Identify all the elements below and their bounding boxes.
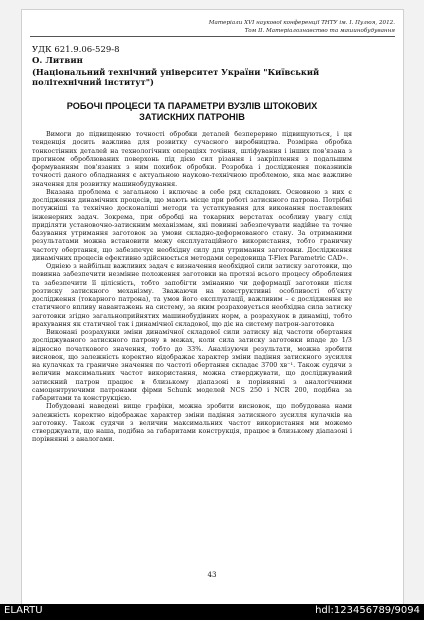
footer-repository-name: ELARTU	[4, 605, 43, 616]
paragraph-3: Одніею з найбільш важливих задач є визначення необхідної сили затиску заготовки, що повинна забезпечити незмінне положення заготовки на протязі всього процесу обробления та забезпечити її цілісність, тобто запобігти змінанню чи деформації заготовки після розтиску затискного механізму. Зважаючи на конструктивні особливості об'єкту дослідження (токарного патрона), та умов його експлуатації, важливим – є дослідження не статичного впливу навантажень на систему, за яким розраховується необхідна сила затиску заготовки згідно загальноприйнятих машинобудівних норм, а розрахунок в динаміці, тобто врахування як статичної так і динамічної складової, що діє на систему патрон-заготовка	[32, 262, 352, 328]
conference-header-line2: Том ІІ. Матеріалознавство та машинобудування	[244, 28, 395, 34]
paper-body	[32, 130, 352, 444]
page-number: 43	[207, 571, 217, 579]
paper-title-line1: РОБОЧІ ПРОЦЕСИ ТА ПАРАМЕТРИ ВУЗЛІВ ШТОКОВИХ	[66, 101, 318, 111]
footer-handle: hdl:123456789/9094	[315, 605, 420, 616]
paragraph-4: Виконані розрахунки зміни динамічної складової сили затиску від частоти обертання досліджуваного затискного патрону в межах, коли сила затиску заготовки впаде до 1/3 відносно початкового значення, тобто до 33%. Аналізуючи результати, можна зробити висновок, що залежність коректно відображає характер зміни падіння затискного зусилля на кулачках та граничне значення по частоті обертання складає 3700 хв⁻¹. Також судячи з величин максимальних частот використання, можна стверджувати, що досліджуваний затискний патрон працює в близькому діапазоні в порівнянні з аналогічними самоцентруючими патронами фірми Schunk моделей NCS 250 і NCR 200, подібна за габаритами та конструкцією.	[32, 328, 352, 402]
conference-header-line1: Матеріали XVI наукової конференції ТНТУ ім. І. Пулюя, 2012.	[208, 20, 395, 26]
institution: (Національний технічний університет України "Київський політехнічний інститут")	[32, 67, 320, 88]
paragraph-5: Побудовані наведені вище графіки, можна зробити висновок, що побудована нами залежність коректно відображає характер зміни падіння затискного зусилля кулачків на заготовку. Також судячи з величин максимальних частот використання ми можемо стверджувати, що наша, подібна за габаритами конструкція, працює в близькому діапазоні і порівнянні з аналогами.	[32, 402, 352, 444]
header-rule	[30, 36, 395, 37]
footer-bar	[0, 604, 424, 620]
author-name: О. Литвин	[32, 56, 83, 66]
paper-title-line2: ЗАТИСКНИХ ПАТРОНІВ	[139, 112, 245, 122]
paragraph-2: Вказана проблема є загальною і включає в себе ряд складових. Основною з них є дослідження динамічних процесів, що мають місце при роботі затискного патрона. Потрібні потужніші та технічно досконаліші методи та устаткування для виконання поставлених інженерних задач. Зокрема, при обробці на токарних верстатах особливу увагу слід приділяти установочно-затискним механізмам, які повинні забезпечувати надійне та точне базування утримання заготовок за умови складно-деформованого стану. За отриманими результатами можна встановити межу експлуатаційного використання, тобто граничну частоту обертання, що забезпечує необхідну силу для утримання заготовки. Дослідження динамічних процесів ефективно здійснюється методами середовища T-Flex Parametric CAD».	[32, 187, 352, 262]
paragraph-1: Вимоги до підвищенню точності обробки деталей безперервно підвищуються, і ця тенденція досить важлива для розвитку сучасного виробництва. Розмірна обробка тонкостінних деталей на технологічних операціях точіння, шліфування і інших пов'язана з прогином оброблюваних поверхонь під дією сил різання і закріплення з подальшим формуванням пов'язаних з ним похибок обробки. Розробка і дослідження показників точності даного обладнання є актуальною науково-технічною проблемою, яка має важливе значення для розвитку машинобудування.	[32, 130, 352, 188]
paper-title	[32, 101, 352, 123]
udc-code: УДК 621.9.06-529-8	[32, 45, 120, 55]
